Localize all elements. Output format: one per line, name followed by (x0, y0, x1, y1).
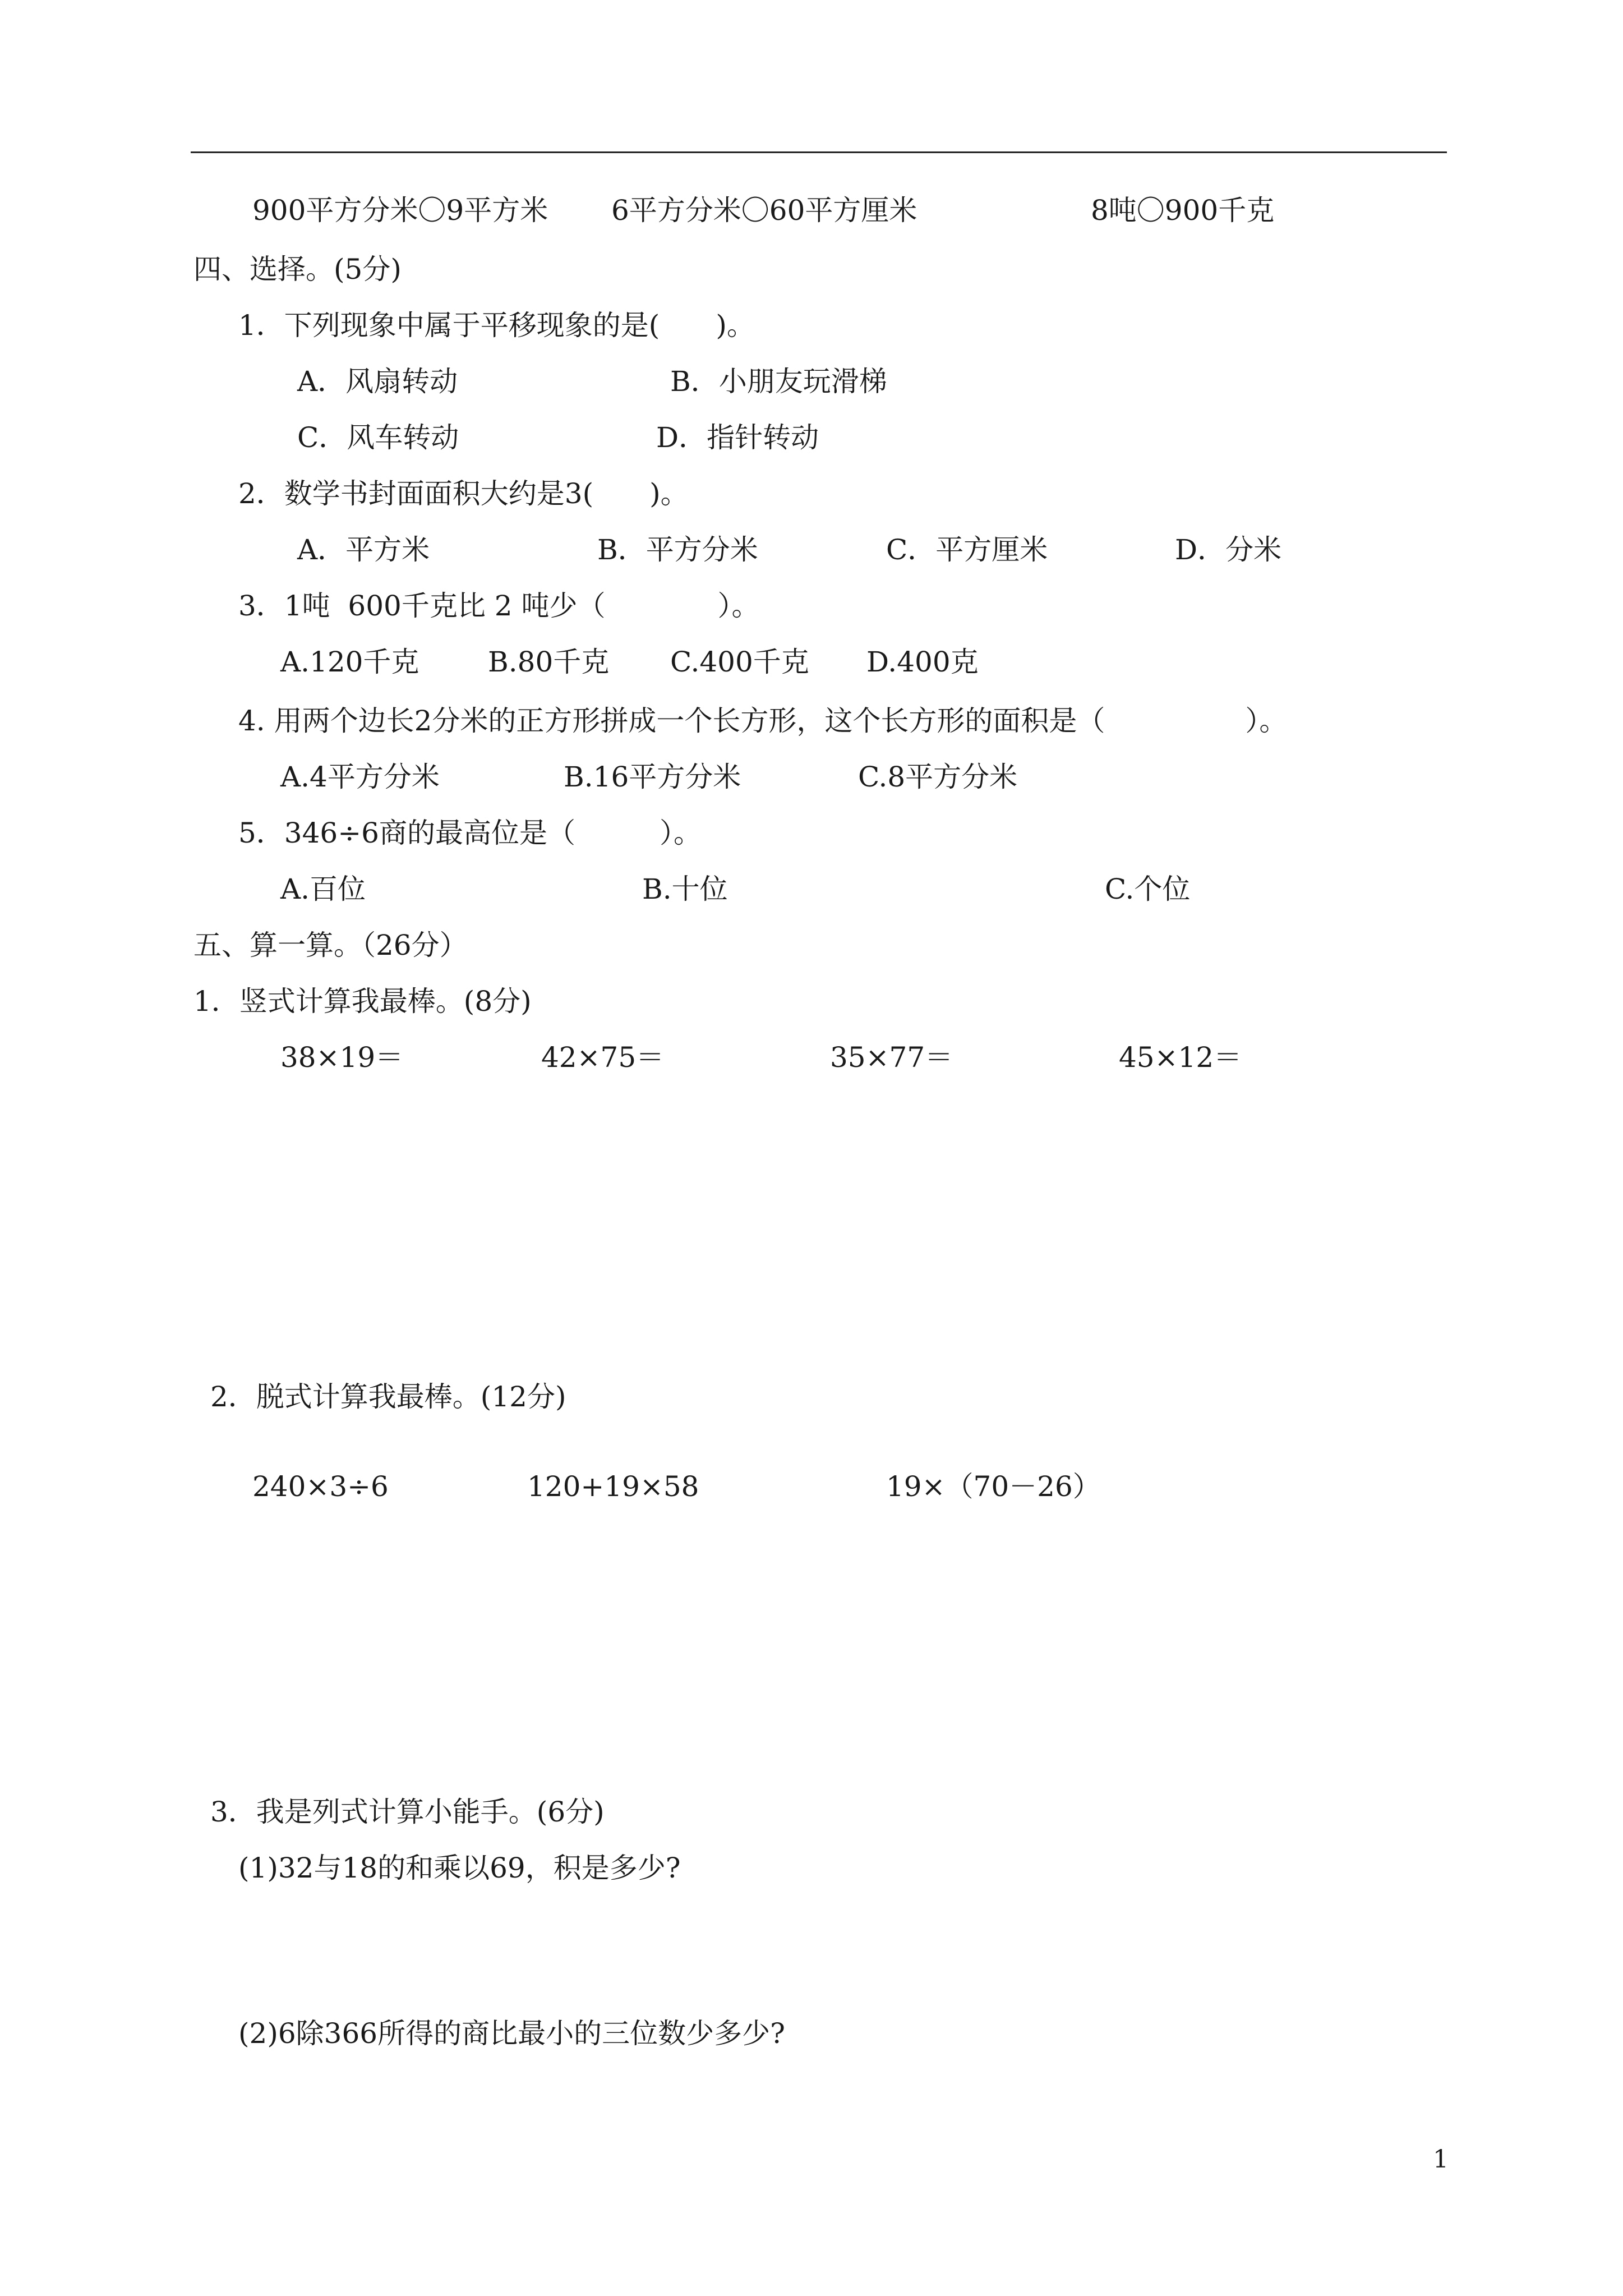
q1-option-c: C．风车转动 (297, 421, 459, 454)
section-5-title: 五、算一算。（26分） (193, 929, 468, 961)
q3-option-c: C.400千克 (670, 646, 809, 678)
q1-option-b: B．小朋友玩滑梯 (670, 365, 887, 398)
q4-option-c: C.8平方分米 (858, 761, 1018, 793)
q4-option-a: A.4平方分米 (280, 761, 440, 793)
question-5: 5．346÷6商的最高位是（ ）。 (238, 817, 702, 849)
part-3-title: 3．我是列式计算小能手。(6分) (210, 1796, 605, 1828)
vertical-calc-3: 35×77＝ (830, 1041, 953, 1074)
q2-option-b: B．平方分米 (597, 533, 758, 566)
vertical-calc-4: 45×12＝ (1119, 1041, 1242, 1074)
question-3: 3．1吨 600千克比 2 吨少（ ）。 (238, 590, 760, 622)
q5-option-a: A.百位 (280, 873, 366, 905)
word-problem-2: (2)6除366所得的商比最小的三位数少多少? (238, 2017, 785, 2050)
q3-option-b: B.80千克 (488, 646, 610, 678)
q2-option-d: D．分米 (1175, 533, 1282, 566)
q5-option-b: B.十位 (642, 873, 728, 905)
q3-option-d: D.400克 (866, 646, 979, 678)
section-4-title: 四、选择。(5分) (193, 253, 402, 286)
vertical-calc-1: 38×19＝ (280, 1041, 404, 1074)
stepwise-calc-1: 240×3÷6 (252, 1470, 389, 1503)
q4-option-b: B.16平方分米 (564, 761, 741, 793)
question-4: 4. 用两个边长2分米的正方形拼成一个长方形，这个长方形的面积是（ ）。 (238, 705, 1288, 737)
stepwise-calc-2: 120+19×58 (527, 1470, 699, 1503)
q2-option-a: A．平方米 (297, 533, 430, 566)
question-2: 2．数学书封面面积大约是3( )。 (238, 477, 689, 510)
q2-option-c: C．平方厘米 (886, 533, 1048, 566)
q1-option-a: A．风扇转动 (297, 365, 458, 398)
compare-item-3: 8吨〇900千克 (1091, 194, 1275, 227)
q3-option-a: A.120千克 (280, 646, 419, 678)
header-rule (191, 151, 1447, 153)
vertical-calc-2: 42×75＝ (541, 1041, 665, 1074)
compare-item-1: 900平方分米〇9平方米 (252, 194, 548, 227)
q1-option-d: D．指针转动 (656, 421, 819, 454)
question-1: 1．下列现象中属于平移现象的是( )。 (238, 309, 755, 342)
part-1-title: 1．竖式计算我最棒。(8分) (193, 985, 532, 1018)
part-2-title: 2．脱式计算我最棒。(12分) (210, 1381, 566, 1413)
page-number: 1 (1433, 2145, 1449, 2174)
compare-item-2: 6平方分米〇60平方厘米 (611, 194, 917, 227)
stepwise-calc-3: 19×（70－26） (886, 1470, 1101, 1503)
word-problem-1: (1)32与18的和乘以69，积是多少? (238, 1852, 681, 1884)
q5-option-c: C.个位 (1105, 873, 1191, 905)
